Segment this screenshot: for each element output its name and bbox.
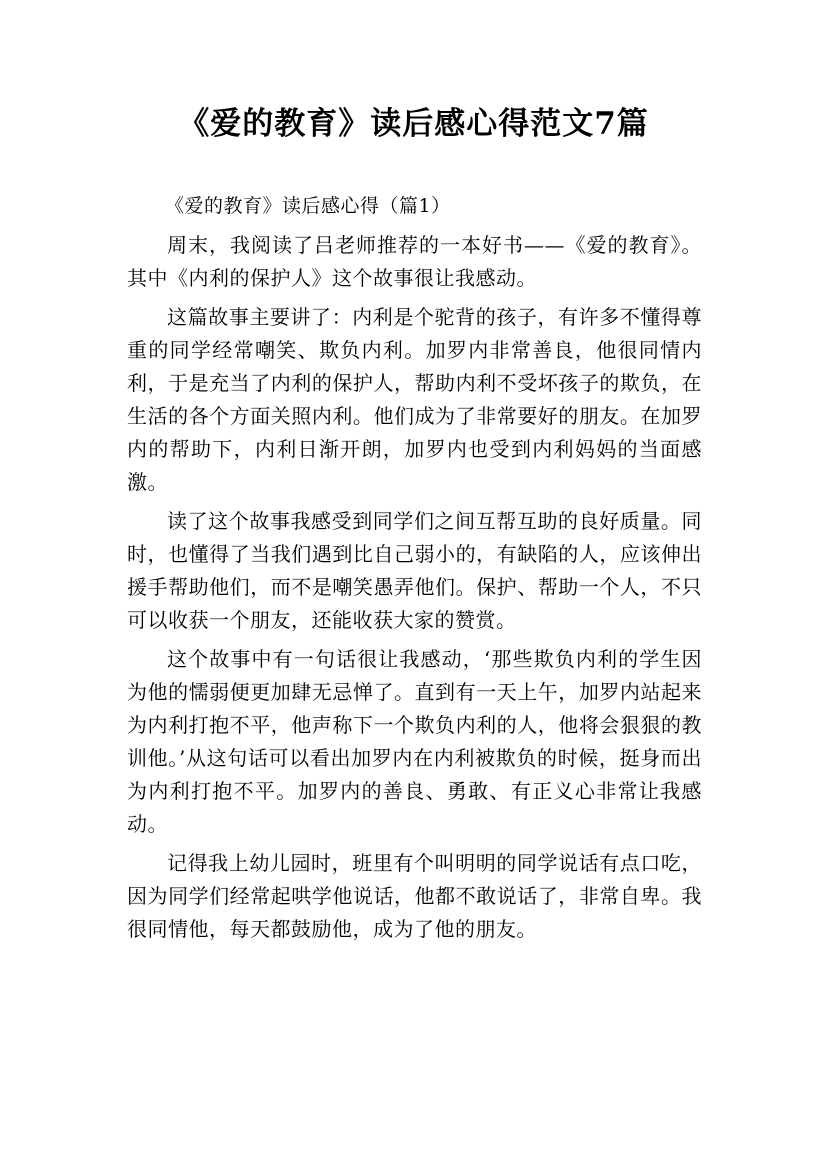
section-heading: 《爱的教育》读后感心得（篇1） [165,195,451,217]
paragraph-4: 这个故事中有一句话很让我感动，‘那些欺负内利的学生因为他的懦弱便更加肆无忌惮了。直到有一天上午，加罗内站起来为内利打抱不平，他声称下一个欺负内利的人，他将会狠狠的教训他。’从这句话可以看出加罗内在内利被欺负的时候，挺身而出为内利打抱不平。加罗内的善良、勇敢、有正义心非常让我感动。 [127,647,702,836]
paragraph-3: 读了这个故事我感受到同学们之间互帮互助的良好质量。同时，也懂得了当我们遇到比自己弱小的，有缺陷的人，应该伸出援手帮助他们，而不是嘲笑愚弄他们。保护、帮助一个人，不只可以收获一个朋友，还能收获大家的赞赏。 [127,509,702,632]
paragraph-2: 这篇故事主要讲了：内利是个驼背的孩子，有许多不懂得尊重的同学经常嘲笑、欺负内利。加罗内非常善良，他很同情内利，于是充当了内利的保护人，帮助内利不受坏孩子的欺负，在生活的各个方面关照内利。他们成为了非常要好的朋友。在加罗内的帮助下，内利日渐开朗，加罗内也受到内利妈妈的当面感激。 [127,305,702,494]
paragraph-1: 周末，我阅读了吕老师推荐的一本好书——《爱的教育》。其中《内利的保护人》这个故事很让我感动。 [127,233,702,290]
document-body [127,190,702,952]
document-title: 《爱的教育》读后感心得范文7篇 [178,106,649,142]
paragraph-5: 记得我上幼儿园时，班里有个叫明明的同学说话有点口吃，因为同学们经常起哄学他说话，他都不敢说话了，非常自卑。我很同情他，每天都鼓励他，成为了他的朋友。 [127,851,702,941]
